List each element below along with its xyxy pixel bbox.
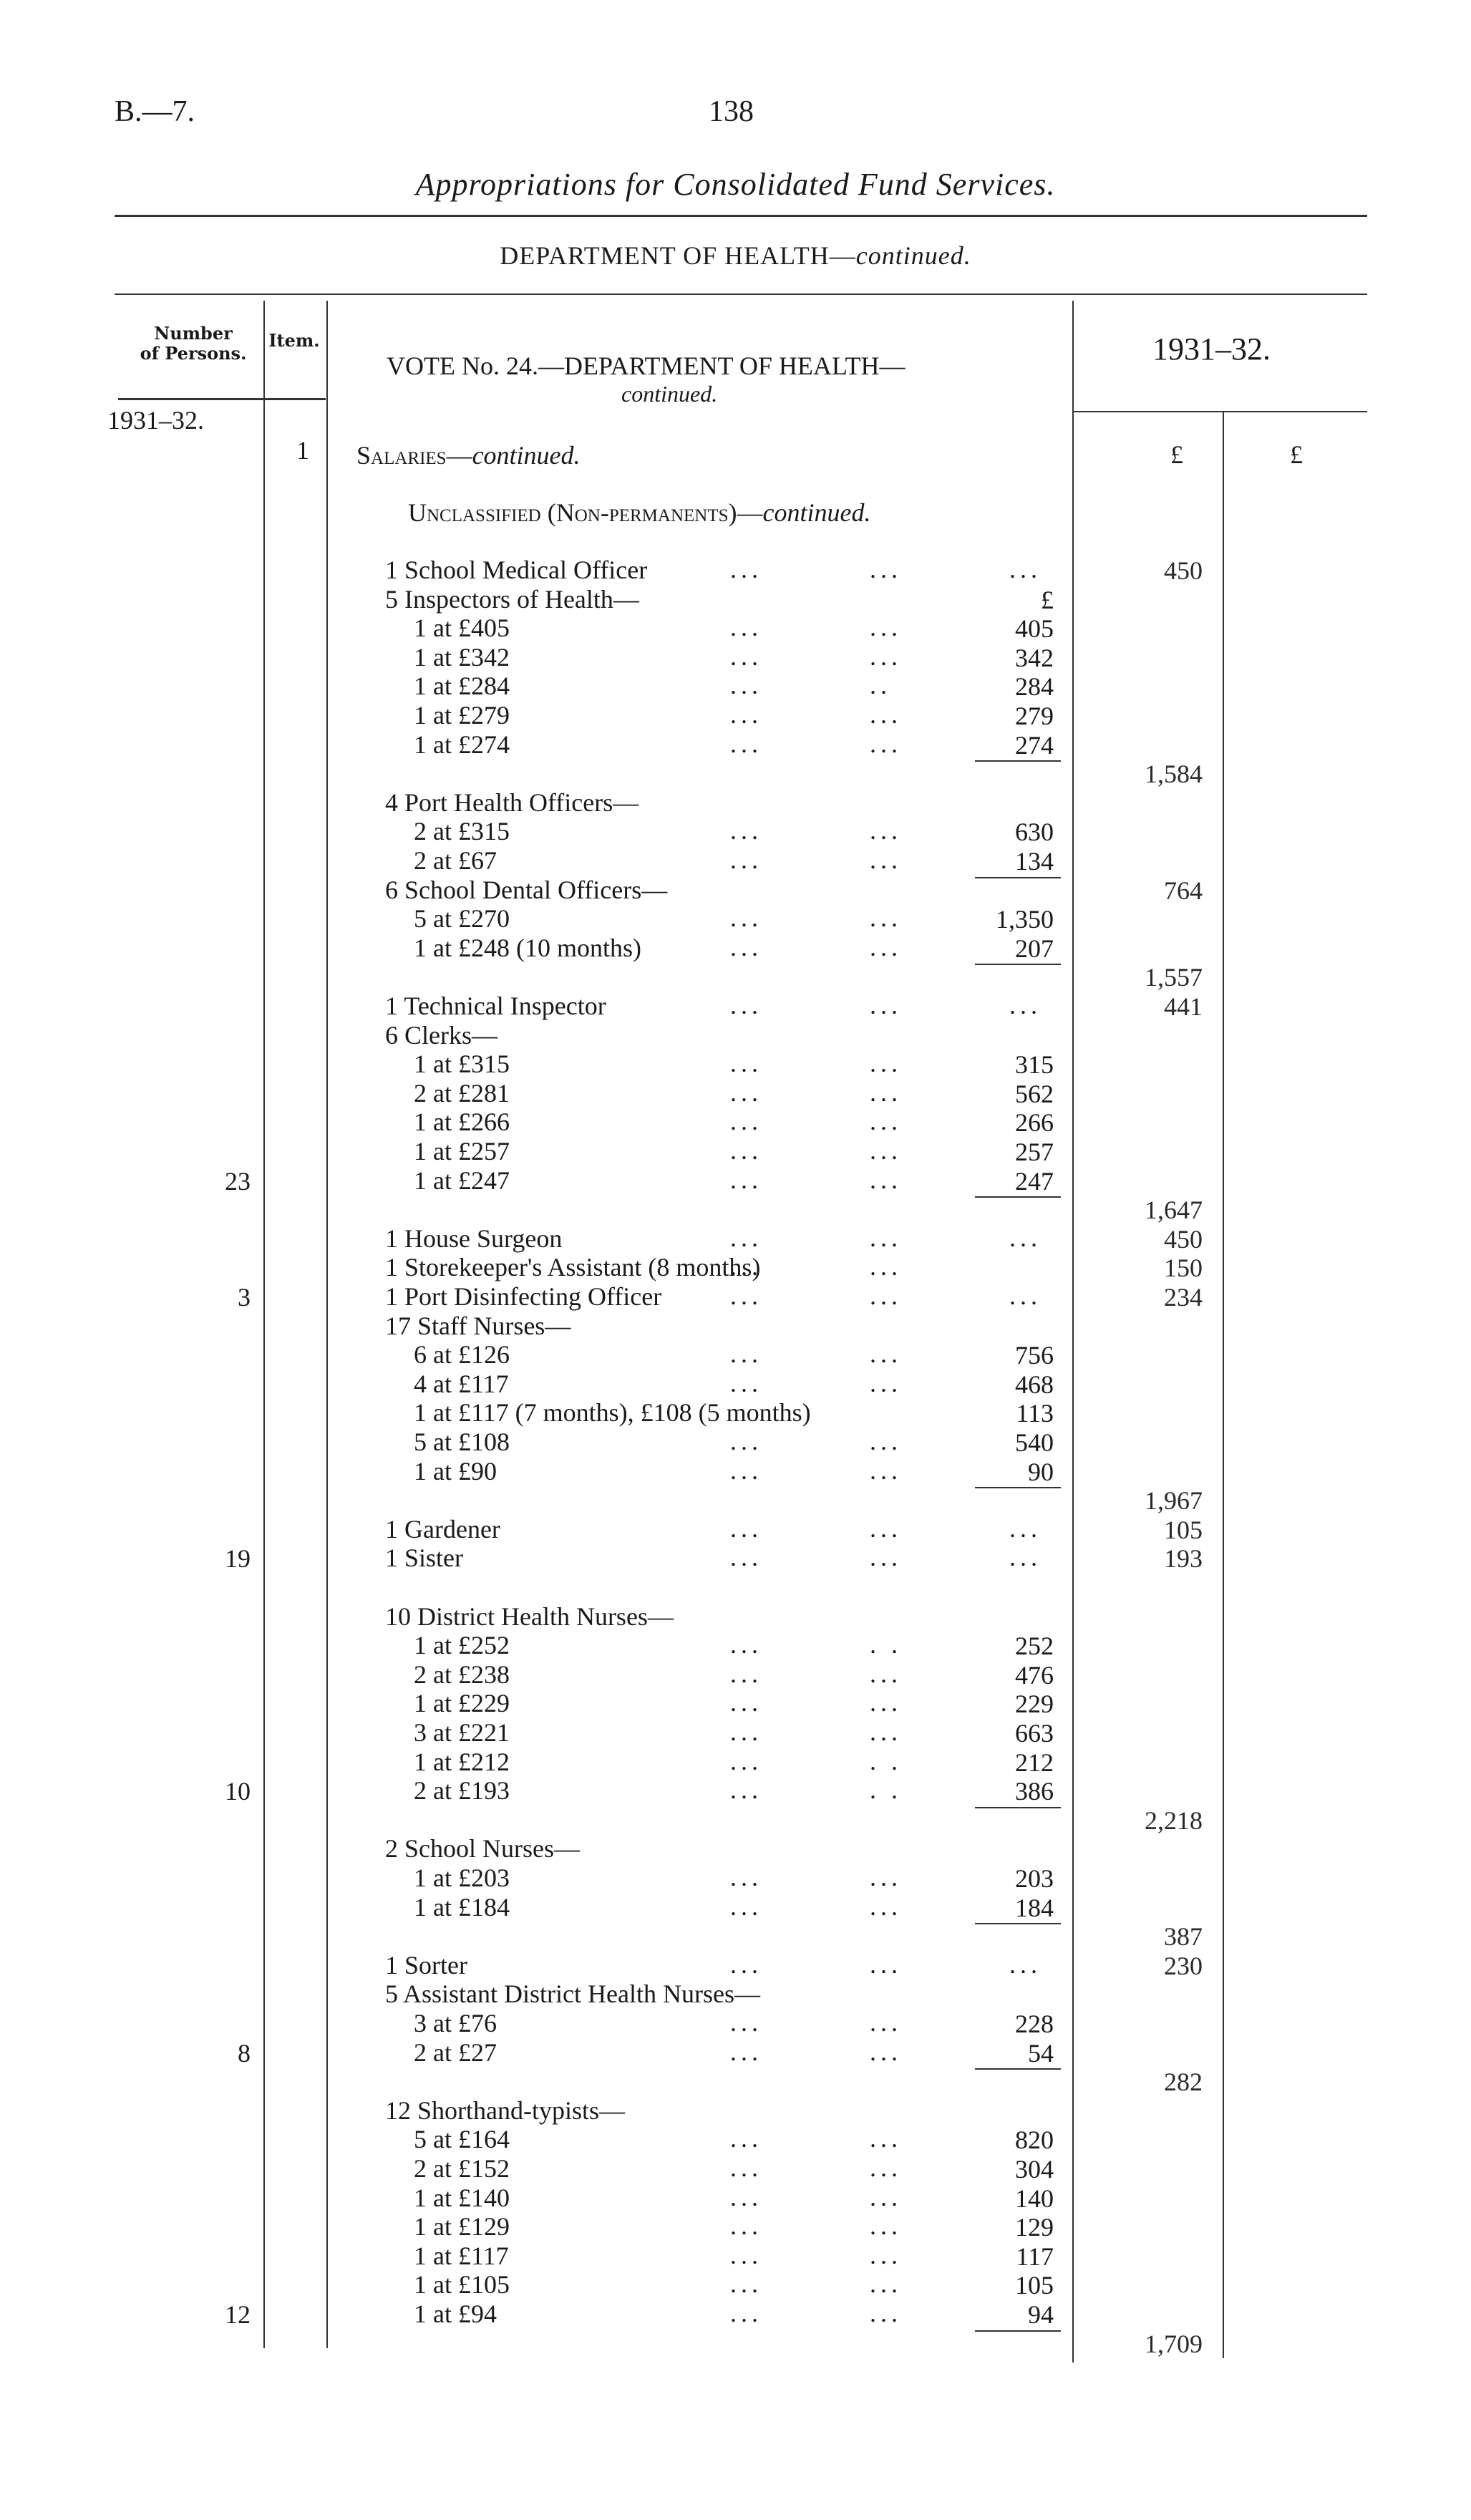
leader-dots: ... ... bbox=[730, 1863, 902, 1891]
leader-dots: ... ... bbox=[730, 613, 902, 642]
salaries-label: Salaries— bbox=[356, 441, 472, 470]
persons-count: 3 bbox=[238, 1283, 251, 1312]
entry-label: 1 at £90 bbox=[414, 1456, 497, 1486]
year-column-header: 1931–32. bbox=[1152, 331, 1271, 367]
entry-total: 450 bbox=[1164, 1224, 1203, 1254]
entry-label: 1 at £342 bbox=[414, 642, 510, 672]
entry-amount: 405 bbox=[1015, 614, 1054, 644]
entry-total: 1,709 bbox=[1145, 2329, 1203, 2358]
entry-amount: 184 bbox=[1015, 1893, 1054, 1922]
subtotal-rule bbox=[975, 964, 1061, 965]
leader-dots: ... ... bbox=[730, 2124, 902, 2153]
entry-total: 2,218 bbox=[1145, 1806, 1203, 1835]
pound-sign-2: £ bbox=[1290, 440, 1303, 469]
leader-dots: ... ... bbox=[730, 1252, 902, 1281]
entry-amount: 540 bbox=[1015, 1428, 1054, 1457]
department-continued: continued. bbox=[855, 241, 971, 270]
page-title: Appropriations for Consolidated Fund Services. bbox=[415, 167, 1056, 202]
subtotal-rule bbox=[975, 1487, 1061, 1488]
leader-dots: ... ... bbox=[730, 845, 902, 874]
entry-total: 764 bbox=[1164, 876, 1203, 905]
entry-label: 12 Shorthand-typists— bbox=[385, 2095, 626, 2125]
leader-dots: ... ... ... bbox=[730, 1223, 1042, 1252]
details-year-divider bbox=[1072, 301, 1074, 2362]
entry-label: 1 at £140 bbox=[414, 2183, 510, 2212]
entry-amount: 304 bbox=[1015, 2155, 1054, 2184]
entry-label: 1 Gardener bbox=[385, 1514, 500, 1544]
entry-total: 1,584 bbox=[1145, 760, 1203, 789]
leader-dots: ... ... bbox=[730, 932, 902, 961]
entry-label: 1 at £117 (7 months), £108 (5 months) bbox=[414, 1398, 811, 1428]
entry-label: 2 at £152 bbox=[414, 2154, 510, 2183]
leader-dots: ... ... bbox=[730, 1049, 902, 1078]
leader-dots: ... ... bbox=[730, 2211, 902, 2241]
entry-label: 6 Clerks— bbox=[385, 1020, 497, 1050]
entry-label: 1 at £274 bbox=[414, 730, 510, 759]
entry-amount: 140 bbox=[1015, 2184, 1054, 2213]
persons-header-line2: of Persons. bbox=[140, 343, 247, 364]
entry-label: 17 Staff Nurses— bbox=[385, 1311, 571, 1340]
header-underline-right bbox=[1072, 411, 1367, 412]
entry-amount: 134 bbox=[1015, 847, 1054, 876]
item-number: 1 bbox=[296, 436, 309, 465]
entry-label: 1 School Medical Officer bbox=[385, 556, 648, 584]
entry-amount: 756 bbox=[1015, 1341, 1054, 1370]
unclassified-continued: continued. bbox=[762, 498, 871, 527]
department-name: DEPARTMENT OF HEALTH— bbox=[500, 241, 856, 270]
leader-dots: ... . . bbox=[730, 1630, 902, 1659]
entry-amount: 94 bbox=[1028, 2300, 1054, 2329]
entry-label: 6 at £126 bbox=[414, 1340, 510, 1370]
entry-amount: 229 bbox=[1015, 1690, 1054, 1719]
entry-label: 1 Sorter bbox=[385, 1950, 467, 1979]
entry-amount: 129 bbox=[1015, 2213, 1054, 2242]
leader-dots: ... ... ... bbox=[730, 991, 1042, 1019]
entry-amount: 247 bbox=[1015, 1166, 1054, 1196]
document-code: B.—7. bbox=[115, 95, 195, 128]
leader-dots: ... .. bbox=[730, 671, 891, 700]
entry-amount: 212 bbox=[1015, 1748, 1054, 1777]
entry-amount: 476 bbox=[1015, 1660, 1054, 1690]
department-heading bbox=[0, 241, 1471, 271]
entry-label: 1 Technical Inspector bbox=[385, 992, 606, 1020]
leader-dots: ... ... bbox=[730, 1717, 902, 1746]
entry-amount: 342 bbox=[1015, 643, 1054, 672]
department-rule bbox=[115, 294, 1367, 295]
entry-label: 1 at £203 bbox=[414, 1864, 510, 1892]
entry-amount: 630 bbox=[1015, 818, 1054, 847]
leader-dots: ... ... bbox=[730, 1136, 902, 1165]
entry-amount: 663 bbox=[1015, 1719, 1054, 1748]
subtotal-rule bbox=[975, 1196, 1061, 1198]
leader-dots: ... ... bbox=[730, 903, 902, 933]
entry-label: 5 Assistant District Health Nurses— bbox=[385, 1979, 760, 2009]
leader-dots: ... ... bbox=[730, 1368, 902, 1397]
entry-amount: 105 bbox=[1015, 2271, 1054, 2300]
entry-label: 2 at £27 bbox=[414, 2037, 497, 2067]
year-subcolumn-divider bbox=[1223, 411, 1224, 2358]
entry-label: 1 Sister bbox=[385, 1544, 464, 1573]
entry-amount: 274 bbox=[1015, 730, 1054, 760]
entry-amount: 257 bbox=[1015, 1138, 1054, 1166]
entry-label: 3 at £76 bbox=[414, 2009, 497, 2037]
entry-label: 2 at £281 bbox=[414, 1078, 510, 1108]
entry-label: 1 at £212 bbox=[414, 1747, 510, 1776]
persons-count: 8 bbox=[238, 2038, 251, 2068]
entry-total: 105 bbox=[1164, 1515, 1203, 1544]
persons-count: 12 bbox=[225, 2300, 251, 2329]
subtotal-rule bbox=[975, 1807, 1061, 1808]
leader-dots: ... ... bbox=[730, 1077, 902, 1107]
leader-dots: ... ... ... bbox=[730, 1543, 1042, 1572]
entry-label: 1 at £229 bbox=[414, 1689, 510, 1718]
entry-label: 1 at £266 bbox=[414, 1108, 510, 1137]
entry-amount: 820 bbox=[1015, 2126, 1054, 2155]
item-details-divider bbox=[326, 301, 328, 2348]
entry-total: 441 bbox=[1164, 992, 1203, 1021]
leader-dots: ... ... bbox=[730, 1165, 902, 1194]
persons-count: 19 bbox=[225, 1544, 251, 1574]
entry-amount: £ bbox=[1041, 585, 1054, 614]
leader-dots: ... ... bbox=[730, 2037, 902, 2066]
entry-amount: 468 bbox=[1015, 1370, 1054, 1399]
entry-amount: 266 bbox=[1015, 1108, 1054, 1138]
persons-column-header bbox=[122, 324, 265, 364]
entry-label: 1 at £184 bbox=[414, 1892, 510, 1922]
leader-dots: ... ... bbox=[730, 1455, 902, 1485]
entry-total: 230 bbox=[1164, 1951, 1203, 1980]
entry-total: 234 bbox=[1164, 1283, 1203, 1312]
persons-item-divider bbox=[263, 301, 265, 2348]
entry-label: 10 District Health Nurses— bbox=[385, 1601, 674, 1631]
leader-dots: ... ... bbox=[730, 641, 902, 671]
entry-label: 1 House Surgeon bbox=[385, 1223, 563, 1253]
title-rule bbox=[115, 215, 1367, 217]
entry-amount: 315 bbox=[1015, 1050, 1054, 1080]
subtotal-rule bbox=[975, 1923, 1061, 1924]
vote-title: VOTE No. 24.—DEPARTMENT OF HEALTH— bbox=[387, 352, 906, 380]
item-column-header: Item. bbox=[268, 330, 320, 351]
entry-label: 5 at £164 bbox=[414, 2125, 510, 2154]
entry-label: 1 Port Disinfecting Officer bbox=[385, 1282, 662, 1311]
leader-dots: ... ... bbox=[730, 2299, 902, 2327]
salaries-continued: continued. bbox=[472, 441, 581, 470]
entry-label: 2 at £193 bbox=[414, 1776, 510, 1806]
entry-label: 1 at £257 bbox=[414, 1137, 510, 1166]
leader-dots: ... ... bbox=[730, 2153, 902, 2182]
entry-total: 387 bbox=[1164, 1922, 1203, 1952]
unclassified-label: Unclassified (Non-permanents)— bbox=[408, 498, 763, 527]
leader-dots: ... ... bbox=[730, 1891, 902, 1921]
entry-total: 282 bbox=[1164, 2068, 1203, 2097]
entry-total: 450 bbox=[1164, 556, 1203, 585]
entry-label: 2 at £315 bbox=[414, 817, 510, 846]
entry-amount: 207 bbox=[1015, 934, 1054, 963]
header-underline-left bbox=[118, 398, 326, 400]
entry-label: 1 at £105 bbox=[414, 2270, 510, 2300]
subtotal-rule bbox=[975, 877, 1061, 878]
entry-amount: 386 bbox=[1015, 1777, 1054, 1806]
entry-label: 1 at £284 bbox=[414, 672, 510, 701]
page-number: 138 bbox=[709, 95, 754, 128]
subtotal-rule bbox=[975, 760, 1061, 762]
entry-label: 6 School Dental Officers— bbox=[385, 875, 668, 904]
entry-total: 1,967 bbox=[1145, 1486, 1203, 1516]
leader-dots: ... ... bbox=[730, 2182, 902, 2211]
vote-continued: continued. bbox=[621, 381, 718, 407]
leader-dots: ... . . bbox=[730, 1775, 902, 1805]
leader-dots: ... ... ... bbox=[730, 1949, 1042, 1979]
entry-total: 193 bbox=[1164, 1544, 1203, 1574]
entry-label: 4 Port Health Officers— bbox=[385, 788, 639, 817]
entry-label: 1 at £94 bbox=[414, 2300, 497, 2328]
leader-dots: ... . . bbox=[730, 1746, 902, 1775]
entry-amount: 284 bbox=[1015, 672, 1054, 702]
entry-amount: 203 bbox=[1015, 1864, 1054, 1893]
subtotal-rule bbox=[975, 2330, 1061, 2332]
entry-amount: 117 bbox=[1016, 2242, 1054, 2271]
leader-dots: ... ... bbox=[730, 1427, 902, 1455]
entry-amount: 90 bbox=[1028, 1457, 1054, 1486]
entry-amount: 252 bbox=[1015, 1632, 1054, 1661]
leader-dots: ... ... bbox=[730, 2008, 902, 2037]
entry-label: 1 at £117 bbox=[414, 2241, 509, 2270]
entry-label: 5 Inspectors of Health— bbox=[385, 584, 639, 614]
entry-amount: 279 bbox=[1015, 702, 1054, 730]
persons-count: 10 bbox=[225, 1777, 251, 1806]
entry-label: 2 at £67 bbox=[414, 846, 497, 875]
entry-total: 1,647 bbox=[1145, 1196, 1203, 1225]
entry-amount: 228 bbox=[1015, 2010, 1054, 2038]
leader-dots: ... ... bbox=[730, 729, 902, 758]
entry-label: 1 Storekeeper's Assistant (8 months) bbox=[385, 1253, 761, 1282]
persons-count: 23 bbox=[225, 1166, 251, 1196]
leader-dots: ... ... bbox=[730, 2269, 902, 2299]
leader-dots: ... ... bbox=[730, 1339, 902, 1369]
entry-label: 2 School Nurses— bbox=[385, 1834, 580, 1864]
entry-label: 1 at £252 bbox=[414, 1631, 510, 1660]
entry-label: 2 at £238 bbox=[414, 1659, 510, 1689]
entry-amount: 113 bbox=[1016, 1399, 1054, 1428]
section-unclassified bbox=[408, 498, 870, 527]
leader-dots: ... ... ... bbox=[730, 1513, 1042, 1543]
entry-label: 1 at £247 bbox=[414, 1166, 510, 1195]
leader-dots: ... ... bbox=[730, 1659, 902, 1688]
entry-total: 150 bbox=[1164, 1254, 1203, 1283]
pound-sign-1: £ bbox=[1170, 440, 1183, 469]
entry-label: 1 at £405 bbox=[414, 614, 510, 643]
entry-label: 1 at £315 bbox=[414, 1050, 510, 1079]
leader-dots: ... ... ... bbox=[730, 555, 1042, 583]
leader-dots: ... ... ... bbox=[730, 1281, 1042, 1310]
entry-amount: 1,350 bbox=[996, 905, 1054, 934]
leader-dots: ... ... bbox=[730, 1688, 902, 1717]
leader-dots: ... ... bbox=[730, 1107, 902, 1136]
entry-label: 5 at £270 bbox=[414, 904, 510, 934]
subtotal-rule bbox=[975, 2068, 1061, 2070]
entry-label: 1 at £279 bbox=[414, 701, 510, 730]
entry-amount: 562 bbox=[1015, 1079, 1054, 1108]
leader-dots: ... ... bbox=[730, 700, 902, 729]
entry-total: 1,557 bbox=[1145, 963, 1203, 992]
entry-label: 4 at £117 bbox=[414, 1369, 509, 1398]
entry-amount: 54 bbox=[1028, 2038, 1054, 2068]
persons-year: 1931–32. bbox=[107, 406, 204, 435]
persons-header-line1: Number bbox=[154, 323, 233, 344]
entry-label: 5 at £108 bbox=[414, 1428, 510, 1456]
leader-dots: ... ... bbox=[730, 816, 902, 845]
section-salaries bbox=[356, 441, 581, 470]
entry-label: 3 at £221 bbox=[414, 1718, 510, 1747]
entry-label: 1 at £248 (10 months) bbox=[414, 933, 641, 962]
leader-dots: ... ... bbox=[730, 2240, 902, 2269]
entry-label: 1 at £129 bbox=[414, 2212, 510, 2242]
